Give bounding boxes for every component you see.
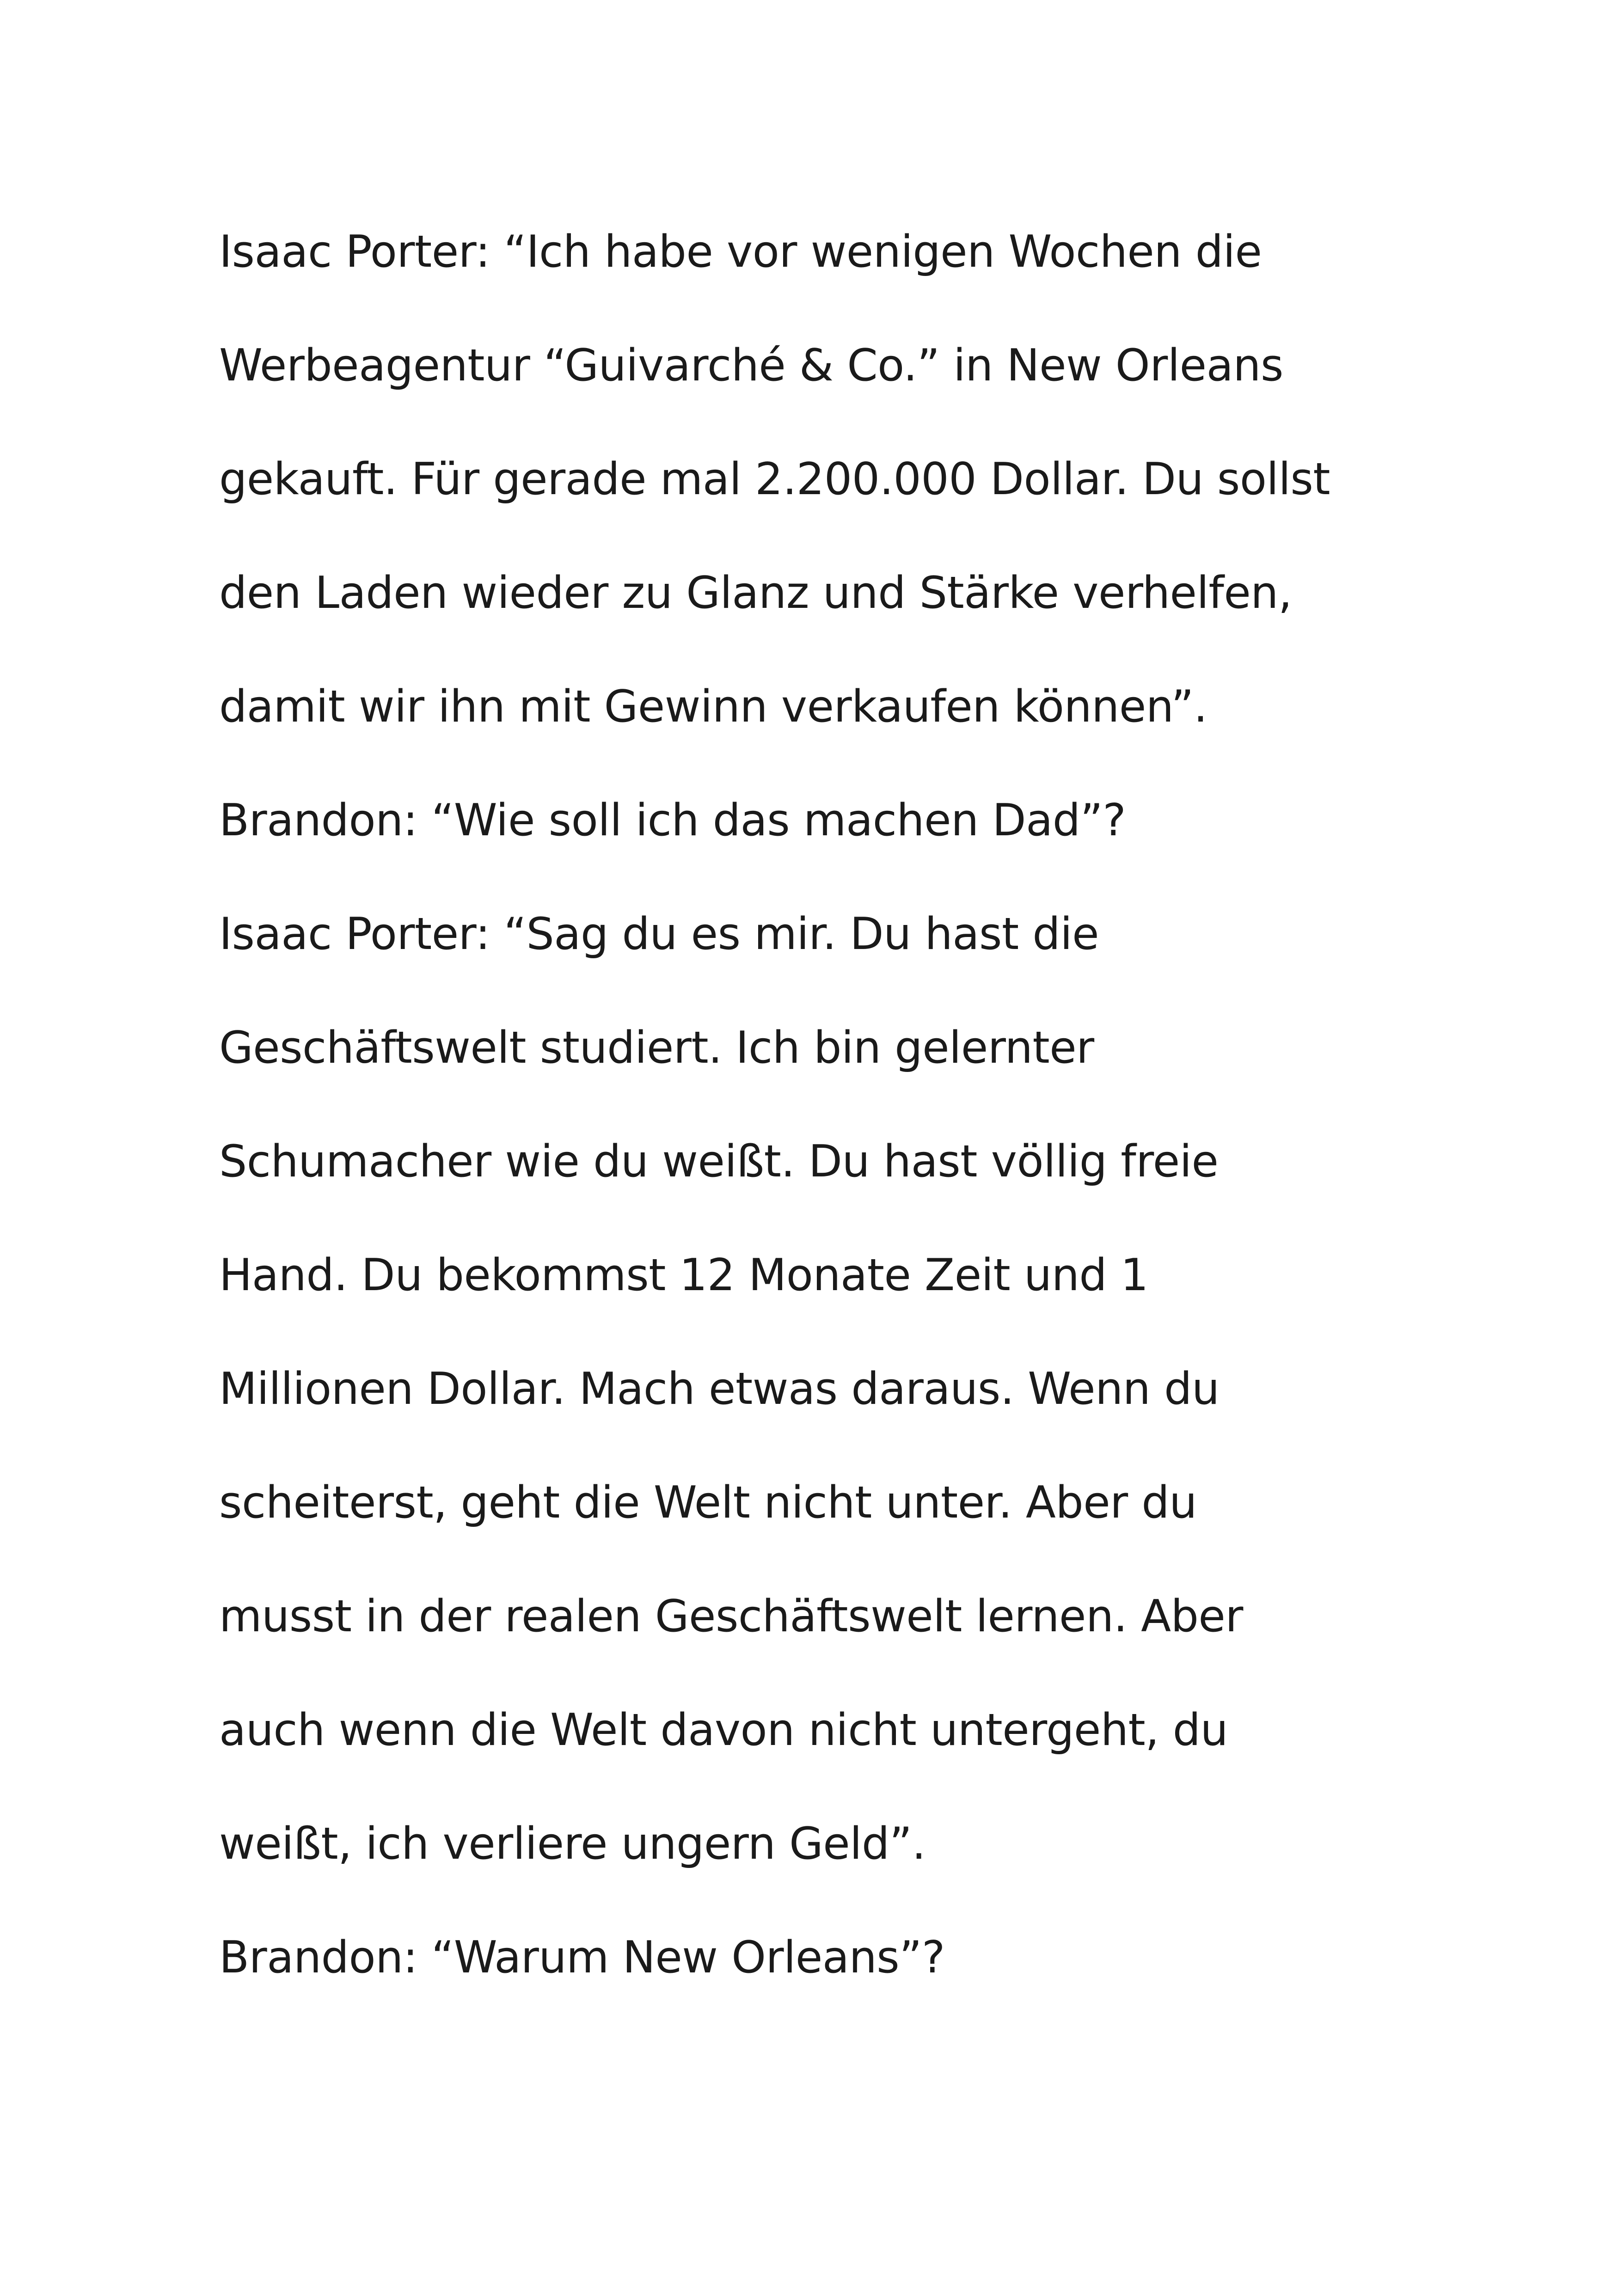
text-line: gekauft. Für gerade mal 2.200.000 Dollar. Du sollst: [219, 454, 1330, 505]
text-line: Isaac Porter: “Sag du es mir. Du hast die: [219, 909, 1099, 960]
text-line: Werbeagentur “Guivarché & Co.” in New Orleans: [219, 340, 1284, 391]
text-line: den Laden wieder zu Glanz und Stärke verhelfen,: [219, 568, 1292, 618]
text-line: Brandon: “Wie soll ich das machen Dad”?: [219, 795, 1126, 846]
body-text: [219, 217, 1467, 2037]
text-line: auch wenn die Welt davon nicht untergeht, du: [219, 1705, 1228, 1756]
text-line: Schumacher wie du weißt. Du hast völlig freie: [219, 1136, 1219, 1187]
text-line: Millionen Dollar. Mach etwas daraus. Wenn du: [219, 1364, 1220, 1414]
text-line: musst in der realen Geschäftswelt lernen. Aber: [219, 1591, 1243, 1642]
text-line: Hand. Du bekommst 12 Monate Zeit und 1: [219, 1250, 1148, 1301]
text-line: scheiterst, geht die Welt nicht unter. Aber du: [219, 1477, 1197, 1528]
text-line: Brandon: “Warum New Orleans”?: [219, 1932, 945, 1983]
text-line: weißt, ich verliere ungern Geld”.: [219, 1818, 926, 1869]
text-line: Isaac Porter: “Ich habe vor wenigen Wochen die: [219, 227, 1262, 277]
text-line: Geschäftswelt studiert. Ich bin gelernter: [219, 1022, 1094, 1073]
text-line: damit wir ihn mit Gewinn verkaufen können”.: [219, 681, 1207, 732]
